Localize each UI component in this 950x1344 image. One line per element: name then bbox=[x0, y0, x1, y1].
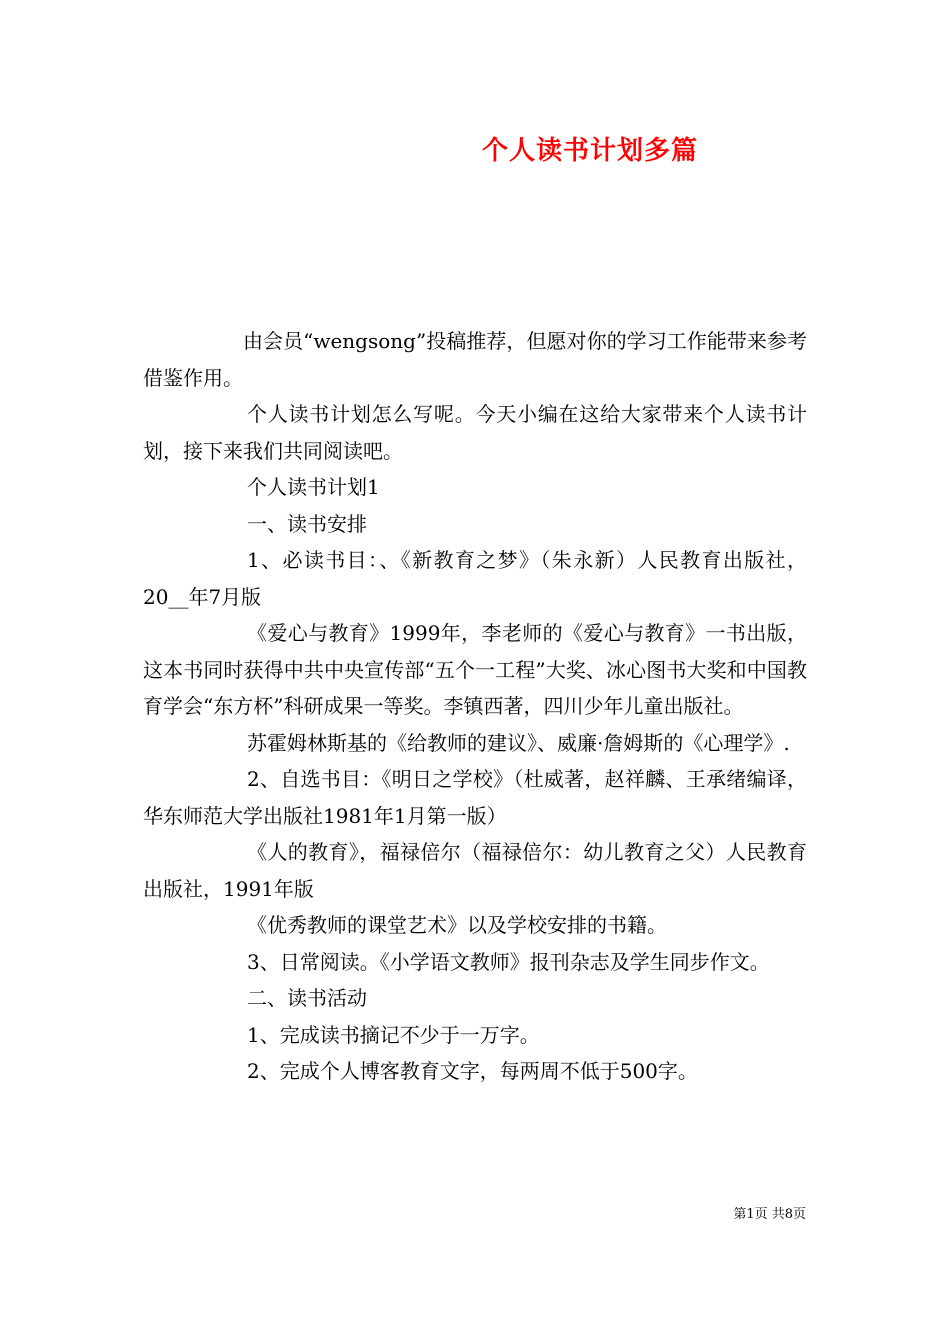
paragraph: 个人读书计划1 bbox=[247, 475, 380, 499]
paragraph: 2、自选书目：《明日之学校》（杜威著，赵祥麟、王承绪编译，华东师范大学出版社1981年1月第一版） bbox=[143, 767, 807, 828]
paragraph: 2、完成个人博客教育文字，每两周不低于500字。 bbox=[247, 1059, 698, 1083]
paragraph: 《爱心与教育》1999年，李老师的《爱心与教育》一书出版，这本书同时获得中共中央宣传部“五个一工程”大奖、冰心图书大奖和中国教育学会“东方杯”科研成果一等奖。李镇西著，四川少年儿童出版社。 bbox=[143, 621, 807, 718]
paragraph: 1、必读书目：、《新教育之梦》（朱永新）人民教育出版社，20__年7月版 bbox=[143, 548, 807, 609]
paragraph: 由会员“wengsong”投稿推荐，但愿对你的学习工作能带来参考借鉴作用。 bbox=[143, 329, 807, 390]
paragraph: 1、完成读书摘记不少于一万字。 bbox=[247, 1022, 540, 1047]
paragraph: 苏霍姆林斯基的《给教师的建议》、威廉·詹姆斯的《心理学》. bbox=[247, 730, 790, 755]
paragraph: 3、日常阅读。《小学语文教师》报刊杂志及学生同步作文。 bbox=[247, 949, 770, 974]
paragraph: 《人的教育》，福禄倍尔（福禄倍尔：幼儿教育之父）人民教育出版社，1991年版 bbox=[143, 840, 807, 901]
document-title: 个人读书计划多篇 bbox=[481, 136, 698, 166]
paragraph: 一、读书安排 bbox=[247, 511, 367, 536]
document-body bbox=[143, 323, 807, 1090]
paragraph: 二、读书活动 bbox=[247, 986, 367, 1010]
paragraph: 《优秀教师的课堂艺术》以及学校安排的书籍。 bbox=[247, 913, 667, 937]
page-number-footer: 第1页 共8页 bbox=[733, 1207, 806, 1222]
paragraph: 个人读书计划怎么写呢。今天小编在这给大家带来个人读书计划，接下来我们共同阅读吧。 bbox=[143, 402, 807, 463]
